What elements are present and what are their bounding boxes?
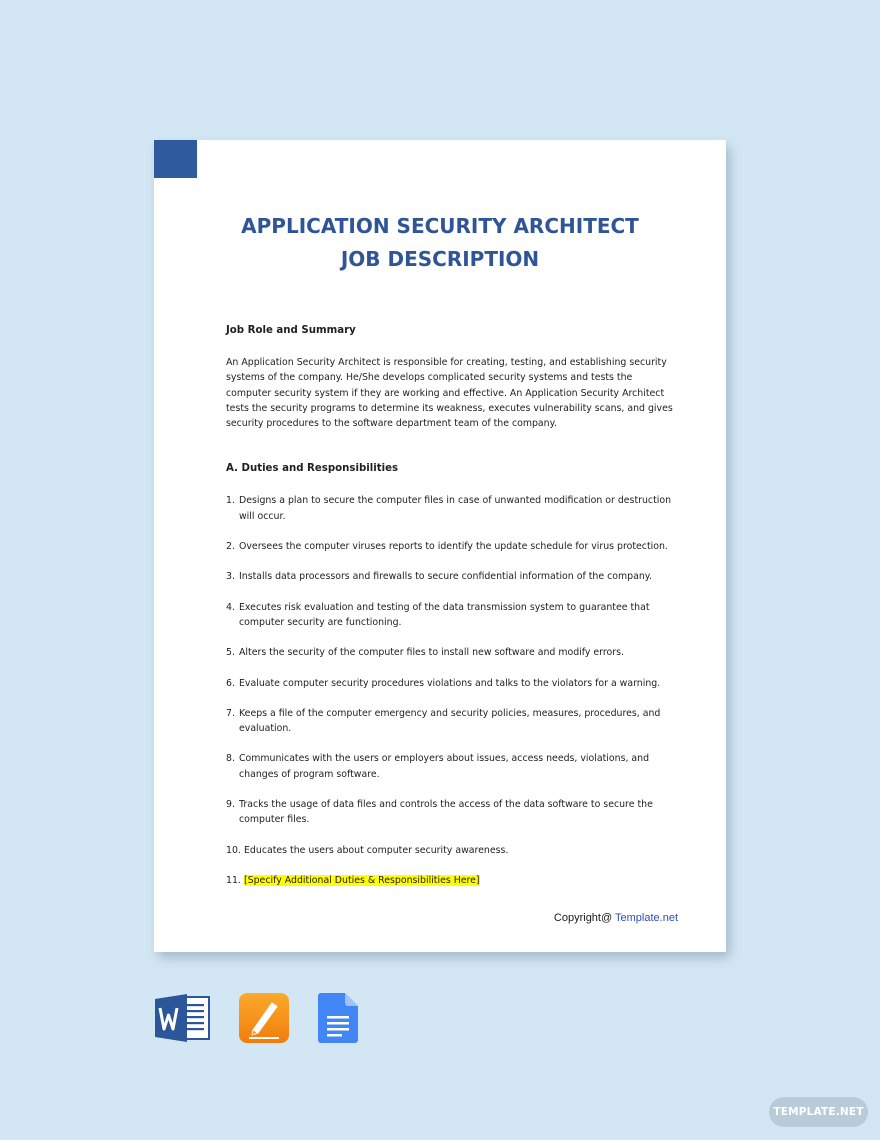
document-page xyxy=(154,140,726,952)
copyright-link[interactable]: Template.net xyxy=(615,912,678,924)
list-item: 9. Tracks the usage of data files and controls the access of the data software to secure the computer files. xyxy=(226,799,653,826)
copyright-label: Copyright@ xyxy=(553,912,616,924)
list-item: 7. Keeps a file of the computer emergency and security policies, measures, procedures, and evaluation. xyxy=(226,707,661,735)
list-item: 4. Executes risk evaluation and testing of the data transmission system to guarantee that computer security are functioning. xyxy=(226,601,650,628)
document-content xyxy=(226,324,678,903)
duties-list xyxy=(226,493,678,888)
list-item-placeholder: 11. [Specify Additional Duties & Responsibilities Here] xyxy=(226,874,480,886)
template-net-badge[interactable]: TEMPLATE.NET xyxy=(769,1097,868,1127)
copyright-line xyxy=(554,912,678,924)
list-item: 5. Alters the security of the computer files to install new software and modify errors. xyxy=(226,647,624,659)
section-heading-job-role: Job Role and Summary xyxy=(226,325,356,336)
highlighted-placeholder-text: [Specify Additional Duties & Responsibilities Here] xyxy=(244,874,480,886)
title-line-2: JOB DESCRIPTION xyxy=(340,247,540,271)
list-item: 6. Evaluate computer security procedures violations and talks to the violators for a warning. xyxy=(226,677,661,689)
list-item: 10. Educates the users about computer security awareness. xyxy=(226,844,509,856)
document-title xyxy=(154,210,726,276)
corner-accent-block xyxy=(154,140,197,178)
list-item: 3. Installs data processors and firewalls to secure confidential information of the company. xyxy=(226,571,652,583)
google-docs-icon[interactable] xyxy=(318,993,358,1043)
word-icon[interactable] xyxy=(155,993,211,1043)
summary-paragraph: An Application Security Architect is responsible for creating, testing, and establishing security systems of the company. He/She develops complicated security systems and tests the computer security system if they are working and effective. An Application Security Architect tests the security programs to determine its weakness, executes vulnerability scans, and gives security procedures to the software department team of the company. xyxy=(226,357,673,430)
list-item: 1. Designs a plan to secure the computer files in case of unwanted modification or destruction will occur. xyxy=(226,495,672,522)
section-heading-duties: A. Duties and Responsibilities xyxy=(226,463,399,475)
title-line-1: APPLICATION SECURITY ARCHITECT xyxy=(241,214,639,238)
list-item: 2. Oversees the computer viruses reports to identify the update schedule for virus protection. xyxy=(226,541,668,553)
pages-icon[interactable] xyxy=(239,993,289,1043)
list-item: 8. Communicates with the users or employers about issues, access needs, violations, and changes of program software. xyxy=(226,753,650,780)
